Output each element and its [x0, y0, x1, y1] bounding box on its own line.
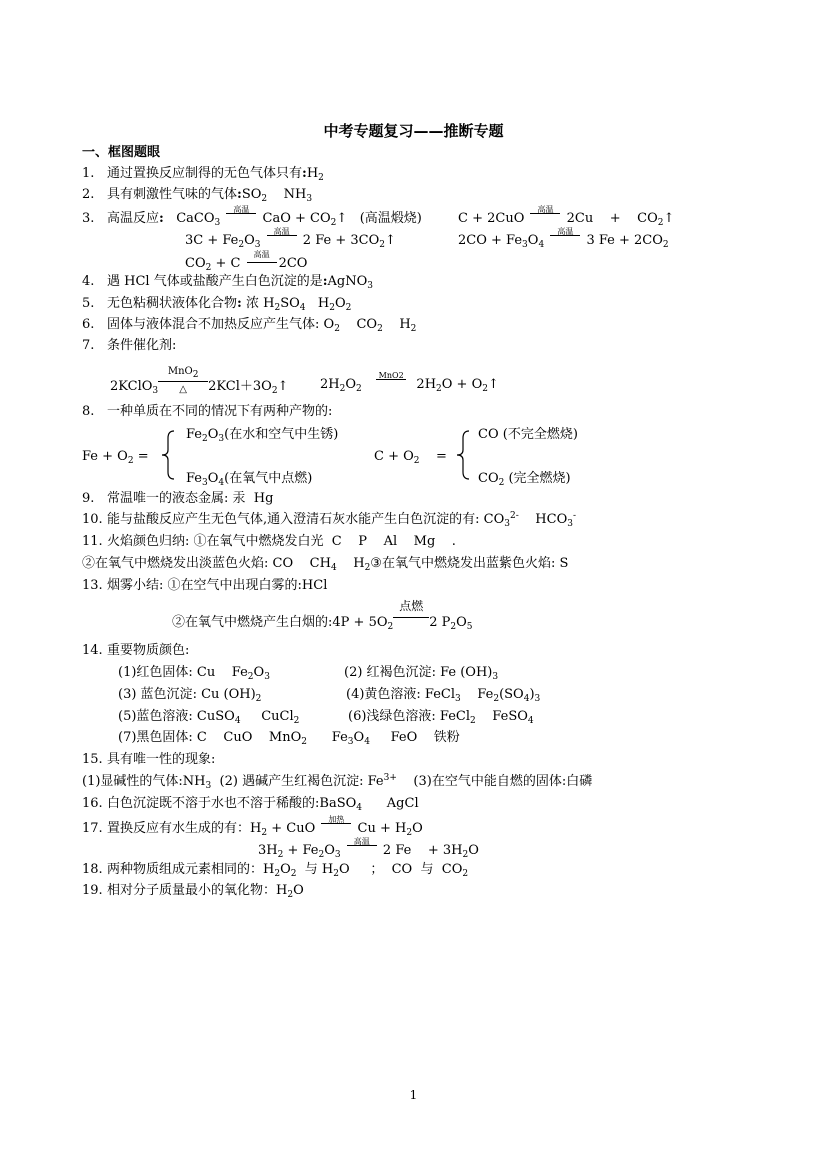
item-6: 6. 固体与液体混合不加热反应产生气体: $O_2$ $CO_2$ $H_2$ [82, 317, 417, 334]
color-2: (2) 红褐色沉淀: Fe $(OH)_3$ [344, 665, 499, 682]
item-7: 7. 条件催化剂: [82, 338, 177, 353]
brace-icon [455, 430, 471, 480]
color-6: (6)浅绿色溶液: FeCl$_2$ FeSO$_4$ [348, 709, 534, 726]
color-5: (5)蓝色溶液: CuSO$_4$ CuCl$_2$ [118, 709, 300, 726]
item-9: 9. 常温唯一的液态金属: 汞 Hg [82, 491, 274, 506]
item-17-eq2: $3H_2 + Fe_2O_3$ 高温 2 Fe + $3H_2O$ [258, 837, 479, 860]
item-7-eq2: $2H_2O_2$ MnO2 $2H_2O$ + $O_2↑$ [320, 371, 499, 394]
item-8-c-b: $CO_2$ (完全燃烧) [478, 471, 571, 488]
item-18: 18. 两种物质组成元素相同的：$H_2O_2$ 与 $H_2O$ ； CO 与 $CO_2$ [82, 862, 469, 879]
item-8-c-lhs: $C + O_2$ = [374, 449, 447, 466]
item-3-eq2: C + 2CuO 高温 2Cu + $CO_2↑$ [458, 205, 675, 228]
item-15: 15. 具有唯一性的现象: [82, 752, 216, 767]
item-3: 3. 高温反应: CaCO$_3$ 高温 CaO + $CO_2↑$ (高温煅烧) [82, 205, 422, 228]
item-11: 11. 火焰颜色归纳: ①在氧气中燃烧发白光 C P Al Mg . [82, 534, 456, 549]
item-19: 19. 相对分子质量最小的氧化物：$H_2O$ [82, 883, 304, 900]
item-2: 2. 具有刺激性气味的气体$:SO_2$ $NH_3$ [82, 187, 313, 204]
item-3-eq5: $CO_2 + C$ 高温 2CO [185, 250, 308, 273]
item-10: 10. 能与盐酸反应产生无色气体,通入澄清石灰水能产生白色沉淀的有: $CO_3^{2-}$ $HCO_3^-$ [82, 511, 577, 529]
item-8-fe-b: $Fe_3O_4$(在氧气中点燃) [186, 471, 313, 488]
item-12: ②在氧气中燃烧发出淡蓝色火焰: CO $CH_4$ $H_2③$在氧气中燃烧发出蓝紫色火焰: S [82, 556, 569, 573]
item-7-eq1: 2KClO$_3$ MnO$_2$ △ $2KCl+3O_2↑$ [110, 366, 289, 396]
item-13: 13. 烟雾小结: ①在空气中出现白雾的:HCl [82, 578, 328, 593]
page-number: 1 [409, 1088, 418, 1102]
item-15-detail: (1)显碱性的气体$:NH_3$ (2) 遇碱产生红褐色沉淀: $Fe^{3+}$ (3)在空气中能自燃的固体:白磷 [82, 773, 593, 791]
item-3-eq3: $3C + Fe_2O_3$ 高温 2 $Fe + 3CO_2↑$ [185, 227, 396, 250]
item-13-b: ②在氧气中燃烧产生白烟的:4P + $5O_2$ 点燃 2 $P_2O_5$ [172, 599, 473, 632]
item-5: 5. 无色粘稠状液体化合物: 浓 $H_2SO_4$ $H_2O_2$ [82, 296, 352, 313]
color-1: (1)红色固体: Cu $Fe_2O_3$ [118, 665, 270, 682]
color-4: (4)黄色溶液: FeCl$_3$ $Fe_2(SO_4)_3$ [346, 687, 541, 704]
item-14: 14. 重要物质颜色: [82, 643, 190, 658]
item-8-c-a: CO (不完全燃烧) [478, 427, 578, 442]
color-3: (3) 蓝色沉淀: Cu $(OH)_2$ [118, 687, 262, 704]
item-8-fe-lhs: $Fe + O_2$ = [82, 449, 149, 466]
page-title: 中考专题复习——推断专题 [323, 122, 504, 140]
item-3-eq4: $2CO + Fe_3O_4$ 高温 3 $Fe + 2CO_2$ [458, 227, 669, 250]
color-7: (7)黑色固体: C CuO MnO$_2$ $Fe_3O_4$ FeO 铁粉 [118, 730, 460, 747]
brace-icon [160, 430, 176, 480]
item-8-fe-a: $Fe_2O_3$(在水和空气中生锈) [186, 427, 339, 444]
item-17: 17. 置换反应有水生成的有：$H_2$ + CuO 加热 $Cu + H_2O$ [82, 815, 423, 838]
item-4: 4. 遇 HCl 气体或盐酸产生白色沉淀的是:AgNO$_3$ [82, 274, 374, 291]
item-8: 8. 一种单质在不同的情况下有两种产物的: [82, 404, 333, 419]
item-16: 16. 白色沉淀既不溶于水也不溶于稀酸的:BaSO$_4$ AgCl [82, 796, 419, 813]
item-1: 1. 通过置换反应制得的无色气体只有$:H_2$ [82, 166, 324, 183]
section-heading: 一、框图题眼 [82, 145, 161, 160]
